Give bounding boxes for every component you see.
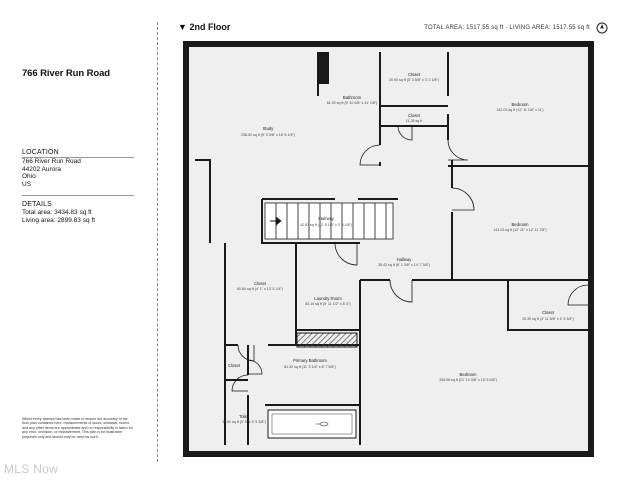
room-hallway-name: Hallway (396, 257, 412, 262)
property-address: 766 River Run Road (22, 68, 110, 79)
stairway-steps (265, 203, 393, 239)
wall-chase (318, 52, 329, 84)
location-line: US (22, 180, 32, 188)
room-closet-top-name: Closet (408, 72, 420, 77)
room-bedroom-main-name: Bedroom (459, 372, 477, 377)
location-line: 766 River Run Road (22, 158, 81, 165)
living-area-text: Living area: 2899.83 sq ft (22, 216, 95, 224)
room-stairway-name: Stairway (317, 216, 335, 221)
room-laundry-area: 63.10 sq ft (5' 11 1/2" x 8' 5") (305, 302, 351, 306)
room-stairway-area: 42.87 sq ft (12' 5 1/4" x 3' 5 1/8") (300, 223, 352, 227)
room-study-area: 238.02 sq ft (9' 3 3/8" x 18' 6 1/4") (241, 133, 295, 137)
room-bedroom-ne-area: 142.03 sq ft (12' 11 1/8" x 11') (496, 108, 544, 112)
mls-now-watermark: MLS Now (4, 462, 59, 476)
room-primary-bath-area: 81.32 sq ft (11' 3 1/4" x 8' 7 5/8") (284, 365, 336, 369)
details-heading: DETAILS (22, 201, 53, 208)
room-toilet-name: Toilet (239, 414, 249, 419)
shower-fixture (268, 410, 356, 438)
location-line: 44202 Aurora (22, 165, 62, 173)
room-closet-tiny-name: Closet (228, 363, 240, 368)
room-closet-small-area: 11.28 sq ft (405, 119, 423, 123)
room-toilet-area: 11.91 sq ft (3' 5" x 3' 5 3/8") (222, 420, 266, 424)
room-bedroom-ne-name: Bedroom (511, 102, 529, 107)
room-bedroom-e-area: 141.03 sq ft (12' 11" x 10' 11 7/8") (493, 228, 547, 232)
room-hallway-area: 35.43 sq ft (6' 2 3/8" x 14' 7 3/8") (378, 263, 430, 267)
location-line: Ohio (22, 173, 36, 181)
floor-name: 2nd Floor (189, 22, 231, 32)
total-area-text: Total area: 3434.83 sq ft (22, 209, 92, 216)
room-closet-small-name: Closet (408, 113, 420, 118)
location-heading: LOCATION (22, 149, 59, 156)
room-study-name: Study (262, 126, 274, 131)
room-bedroom-main-area: 338.96 sq ft (21' 10 3/8" x 15' 6 5/8") (439, 378, 497, 382)
disclaimer-text: Whilst every attempt has been made to ensure the accuracy of the floor plan contained here, measurements of doors, windows, rooms and any other items are approximate and no responsibility is taken for any error, omission, or misstatement. This plan is for illustrative purposes only and should only be used as such. (22, 417, 133, 439)
floor-area-summary: TOTAL AREA: 1517.55 sq ft · LIVING AREA: 1517.55 sq ft (424, 25, 590, 31)
room-bedroom-e-name: Bedroom (511, 222, 529, 227)
triangle-down-icon: ▼ (178, 22, 187, 32)
room-closet-right-area: 20.30 sq ft (3' 11 5/8" x 4' 3 3/8") (522, 317, 574, 321)
room-bathroom-area: 61.92 sq ft (5' 10 5/8" x 11' 1/8") (326, 101, 378, 105)
room-closet-left-name: Closet (254, 281, 266, 286)
room-bathroom-name: Bathroom (342, 95, 362, 100)
room-closet-right-name: Closet (542, 310, 554, 315)
room-closet-top-area: 20.93 sq ft (5' 3 5/8" x 3' 2 1/8") (389, 78, 439, 82)
room-closet-left-area: 60.84 sq ft (4' 1" x 13' 5 1/4") (237, 287, 283, 291)
room-primary-bath-name: Primary Bathroom (293, 358, 327, 363)
laundry-counter (297, 333, 357, 347)
room-laundry-name: Laundry Room (314, 296, 342, 301)
